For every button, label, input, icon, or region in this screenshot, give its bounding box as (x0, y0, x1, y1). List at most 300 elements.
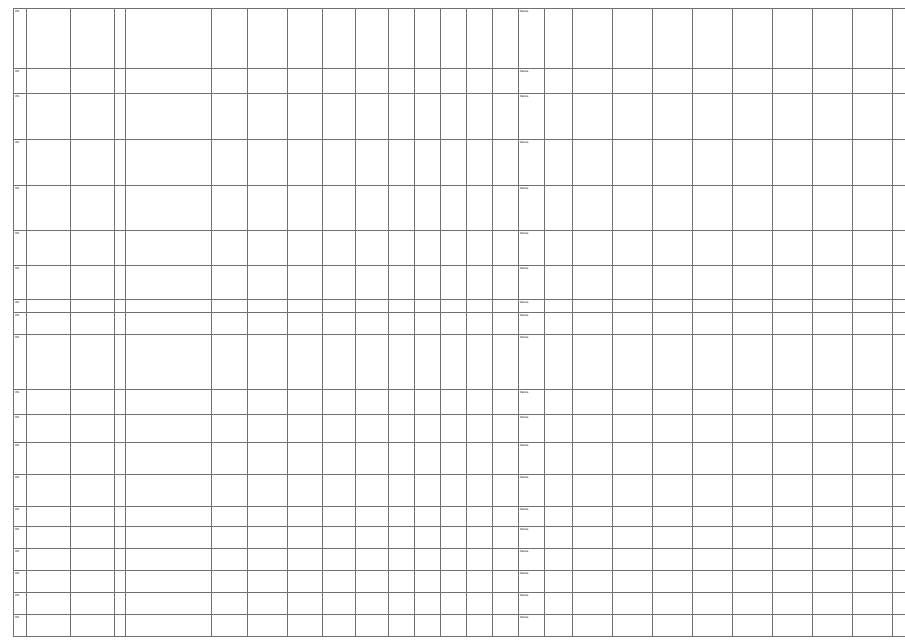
cell-reg (27, 390, 71, 415)
cell-c19 (613, 615, 653, 637)
cell-c6 (212, 69, 248, 94)
cell-code (71, 593, 115, 615)
cell-c12 (415, 186, 441, 231)
cell-c22 (733, 390, 773, 415)
cell-c6 (212, 593, 248, 615)
cell-c19 (613, 527, 653, 549)
cell-c11 (389, 527, 415, 549)
cell-c11 (389, 390, 415, 415)
cell-c16 (519, 9, 545, 69)
cell-name (126, 507, 212, 527)
cell-c6 (212, 335, 248, 390)
cell-text: Rabota (520, 391, 529, 394)
cell-name (126, 335, 212, 390)
cell-c16 (519, 69, 545, 94)
cell-c10 (356, 231, 389, 266)
cell-c20 (653, 475, 693, 507)
cell-no (14, 507, 27, 527)
cell-c23 (773, 313, 813, 335)
cell-c16 (519, 94, 545, 140)
cell-c24 (813, 390, 853, 415)
cell-code (71, 231, 115, 266)
cell-c19 (613, 443, 653, 475)
cell-c15 (493, 415, 519, 443)
cell-c21 (693, 549, 733, 571)
cell-reg (27, 300, 71, 313)
cell-c21 (693, 313, 733, 335)
cell-c13 (441, 94, 467, 140)
cell-text: 361 (15, 550, 20, 553)
cell-c25 (853, 186, 893, 231)
cell-org (545, 549, 573, 571)
cell-code (71, 266, 115, 300)
cell-c11 (389, 300, 415, 313)
cell-c13 (441, 549, 467, 571)
cell-text: Rabota (520, 594, 529, 597)
cell-c13 (441, 527, 467, 549)
cell-c22 (733, 313, 773, 335)
cell-org (545, 390, 573, 415)
cell-c18 (573, 390, 613, 415)
cell-c22 (733, 443, 773, 475)
cell-c20 (653, 593, 693, 615)
cell-org (545, 300, 573, 313)
cell-c23 (773, 231, 813, 266)
cell-c8 (288, 186, 323, 231)
cell-name (126, 475, 212, 507)
cell-org (545, 231, 573, 266)
cell-c16 (519, 335, 545, 390)
table-row (14, 475, 905, 507)
cell-c25 (853, 231, 893, 266)
cell-c12 (415, 475, 441, 507)
cell-c14 (467, 571, 493, 593)
cell-c18 (573, 69, 613, 94)
cell-c19 (613, 231, 653, 266)
cell-c18 (573, 571, 613, 593)
cell-c20 (653, 335, 693, 390)
cell-c23 (773, 549, 813, 571)
cell-c26 (893, 475, 905, 507)
cell-c18 (573, 527, 613, 549)
cell-c20 (653, 313, 693, 335)
cell-c11 (389, 443, 415, 475)
cell-c19 (613, 507, 653, 527)
cell-c13 (441, 593, 467, 615)
cell-c15 (493, 69, 519, 94)
cell-c14 (467, 443, 493, 475)
table-row (14, 571, 905, 593)
register-document (13, 8, 893, 637)
cell-c7 (248, 507, 288, 527)
cell-c19 (613, 415, 653, 443)
cell-c26 (893, 615, 905, 637)
cell-c18 (573, 94, 613, 140)
cell-c9 (323, 9, 356, 69)
cell-c9 (323, 527, 356, 549)
cell-text: 361 (15, 444, 20, 447)
cell-c15 (493, 231, 519, 266)
cell-c21 (693, 527, 733, 549)
cell-c9 (323, 69, 356, 94)
cell-org (545, 313, 573, 335)
cell-c18 (573, 475, 613, 507)
cell-c9 (323, 571, 356, 593)
cell-org (545, 69, 573, 94)
cell-c25 (853, 140, 893, 186)
cell-c19 (613, 335, 653, 390)
cell-no (14, 571, 27, 593)
cell-reg (27, 415, 71, 443)
cell-c26 (893, 549, 905, 571)
cell-c16 (519, 313, 545, 335)
cell-c20 (653, 69, 693, 94)
cell-no (14, 313, 27, 335)
cell-c19 (613, 313, 653, 335)
cell-c13 (441, 140, 467, 186)
cell-c25 (853, 300, 893, 313)
cell-c15 (493, 390, 519, 415)
cell-c18 (573, 186, 613, 231)
cell-org (545, 507, 573, 527)
cell-c7 (248, 571, 288, 593)
cell-c15 (493, 300, 519, 313)
cell-c4 (115, 443, 126, 475)
cell-c10 (356, 571, 389, 593)
cell-text: Rabota (520, 476, 529, 479)
cell-c26 (893, 300, 905, 313)
cell-c19 (613, 475, 653, 507)
table-row (14, 300, 905, 313)
cell-c23 (773, 475, 813, 507)
cell-c11 (389, 231, 415, 266)
cell-c13 (441, 186, 467, 231)
cell-reg (27, 313, 71, 335)
cell-c19 (613, 94, 653, 140)
cell-c12 (415, 335, 441, 390)
cell-text: Rabota (520, 314, 529, 317)
cell-c13 (441, 615, 467, 637)
cell-no (14, 300, 27, 313)
cell-c19 (613, 390, 653, 415)
cell-text: 361 (15, 187, 20, 190)
cell-c6 (212, 313, 248, 335)
cell-text: Rabota (520, 528, 529, 531)
table-row (14, 593, 905, 615)
cell-c20 (653, 415, 693, 443)
cell-c19 (613, 549, 653, 571)
cell-name (126, 527, 212, 549)
cell-c7 (248, 69, 288, 94)
cell-c7 (248, 313, 288, 335)
cell-c22 (733, 69, 773, 94)
cell-c16 (519, 475, 545, 507)
cell-c20 (653, 507, 693, 527)
cell-c21 (693, 571, 733, 593)
cell-c24 (813, 186, 853, 231)
cell-reg (27, 527, 71, 549)
cell-c10 (356, 615, 389, 637)
cell-no (14, 231, 27, 266)
cell-c25 (853, 475, 893, 507)
cell-c13 (441, 335, 467, 390)
cell-c20 (653, 140, 693, 186)
cell-c26 (893, 140, 905, 186)
cell-c7 (248, 593, 288, 615)
cell-c21 (693, 9, 733, 69)
cell-c21 (693, 415, 733, 443)
cell-reg (27, 69, 71, 94)
cell-c4 (115, 507, 126, 527)
cell-c19 (613, 300, 653, 313)
cell-org (545, 475, 573, 507)
cell-c10 (356, 443, 389, 475)
cell-c4 (115, 9, 126, 69)
cell-c12 (415, 313, 441, 335)
cell-c18 (573, 9, 613, 69)
cell-text: 361 (15, 70, 20, 73)
cell-c12 (415, 140, 441, 186)
cell-text: 361 (15, 10, 20, 13)
cell-c4 (115, 615, 126, 637)
cell-c10 (356, 593, 389, 615)
cell-c4 (115, 140, 126, 186)
cell-c25 (853, 9, 893, 69)
cell-c22 (733, 549, 773, 571)
cell-c19 (613, 9, 653, 69)
cell-text: Rabota (520, 267, 529, 270)
cell-c10 (356, 415, 389, 443)
cell-text: 361 (15, 476, 20, 479)
cell-c14 (467, 266, 493, 300)
cell-c14 (467, 300, 493, 313)
cell-c11 (389, 313, 415, 335)
cell-c24 (813, 593, 853, 615)
cell-code (71, 443, 115, 475)
cell-c18 (573, 549, 613, 571)
cell-c6 (212, 140, 248, 186)
cell-c24 (813, 415, 853, 443)
cell-c6 (212, 615, 248, 637)
cell-name (126, 443, 212, 475)
cell-c12 (415, 94, 441, 140)
cell-c25 (853, 313, 893, 335)
cell-c15 (493, 549, 519, 571)
cell-c9 (323, 266, 356, 300)
cell-c26 (893, 335, 905, 390)
cell-c24 (813, 94, 853, 140)
cell-c23 (773, 615, 813, 637)
cell-c22 (733, 186, 773, 231)
cell-c4 (115, 69, 126, 94)
cell-c12 (415, 615, 441, 637)
cell-code (71, 69, 115, 94)
cell-name (126, 615, 212, 637)
cell-c21 (693, 266, 733, 300)
cell-c11 (389, 69, 415, 94)
cell-c19 (613, 266, 653, 300)
cell-text: 361 (15, 267, 20, 270)
cell-c11 (389, 140, 415, 186)
cell-c16 (519, 266, 545, 300)
cell-c10 (356, 186, 389, 231)
cell-c8 (288, 231, 323, 266)
cell-org (545, 571, 573, 593)
cell-reg (27, 335, 71, 390)
cell-c6 (212, 527, 248, 549)
cell-reg (27, 140, 71, 186)
cell-c16 (519, 593, 545, 615)
cell-c23 (773, 300, 813, 313)
cell-no (14, 475, 27, 507)
cell-c7 (248, 390, 288, 415)
cell-org (545, 593, 573, 615)
cell-c12 (415, 507, 441, 527)
cell-c13 (441, 443, 467, 475)
cell-c4 (115, 571, 126, 593)
cell-c21 (693, 300, 733, 313)
cell-c24 (813, 300, 853, 313)
cell-code (71, 390, 115, 415)
cell-org (545, 9, 573, 69)
cell-name (126, 186, 212, 231)
cell-c4 (115, 231, 126, 266)
cell-text: 361 (15, 301, 20, 304)
cell-c11 (389, 593, 415, 615)
cell-reg (27, 507, 71, 527)
cell-c14 (467, 9, 493, 69)
cell-text: Rabota (520, 10, 529, 13)
cell-c10 (356, 549, 389, 571)
cell-c26 (893, 69, 905, 94)
cell-text: 361 (15, 141, 20, 144)
cell-c26 (893, 231, 905, 266)
cell-c19 (613, 186, 653, 231)
cell-c23 (773, 571, 813, 593)
cell-c22 (733, 475, 773, 507)
cell-c15 (493, 335, 519, 390)
cell-c21 (693, 335, 733, 390)
cell-c8 (288, 140, 323, 186)
cell-text: 361 (15, 572, 20, 575)
cell-c25 (853, 266, 893, 300)
cell-c20 (653, 231, 693, 266)
cell-c8 (288, 335, 323, 390)
cell-c25 (853, 549, 893, 571)
cell-c10 (356, 69, 389, 94)
cell-c23 (773, 593, 813, 615)
cell-c21 (693, 593, 733, 615)
cell-c18 (573, 231, 613, 266)
cell-c8 (288, 549, 323, 571)
cell-c24 (813, 69, 853, 94)
cell-c9 (323, 186, 356, 231)
cell-c15 (493, 266, 519, 300)
cell-c11 (389, 615, 415, 637)
cell-code (71, 507, 115, 527)
cell-c11 (389, 507, 415, 527)
cell-c6 (212, 266, 248, 300)
cell-code (71, 549, 115, 571)
cell-c11 (389, 549, 415, 571)
cell-c21 (693, 186, 733, 231)
cell-c4 (115, 415, 126, 443)
cell-c7 (248, 415, 288, 443)
cell-code (71, 475, 115, 507)
cell-c8 (288, 507, 323, 527)
cell-c13 (441, 266, 467, 300)
cell-c22 (733, 140, 773, 186)
cell-no (14, 140, 27, 186)
cell-c16 (519, 615, 545, 637)
cell-c15 (493, 593, 519, 615)
cell-c8 (288, 94, 323, 140)
cell-c11 (389, 186, 415, 231)
cell-c23 (773, 186, 813, 231)
cell-c11 (389, 415, 415, 443)
cell-text: 361 (15, 508, 20, 511)
cell-c15 (493, 313, 519, 335)
cell-c4 (115, 593, 126, 615)
cell-name (126, 140, 212, 186)
cell-c24 (813, 140, 853, 186)
cell-c20 (653, 527, 693, 549)
cell-c21 (693, 615, 733, 637)
cell-no (14, 415, 27, 443)
cell-c23 (773, 94, 813, 140)
cell-c8 (288, 69, 323, 94)
cell-c25 (853, 615, 893, 637)
cell-c24 (813, 231, 853, 266)
cell-c7 (248, 186, 288, 231)
cell-c9 (323, 94, 356, 140)
cell-c12 (415, 415, 441, 443)
cell-c9 (323, 140, 356, 186)
cell-name (126, 266, 212, 300)
cell-c25 (853, 443, 893, 475)
cell-c14 (467, 140, 493, 186)
cell-c12 (415, 69, 441, 94)
cell-c9 (323, 313, 356, 335)
cell-c21 (693, 475, 733, 507)
cell-c10 (356, 94, 389, 140)
cell-c10 (356, 507, 389, 527)
cell-c15 (493, 94, 519, 140)
cell-c4 (115, 475, 126, 507)
cell-c13 (441, 69, 467, 94)
cell-text: Rabota (520, 301, 529, 304)
cell-c13 (441, 390, 467, 415)
cell-c13 (441, 231, 467, 266)
cell-reg (27, 443, 71, 475)
cell-c7 (248, 231, 288, 266)
cell-c9 (323, 593, 356, 615)
cell-c20 (653, 9, 693, 69)
cell-c22 (733, 507, 773, 527)
table-row (14, 186, 905, 231)
cell-c9 (323, 390, 356, 415)
cell-c15 (493, 615, 519, 637)
cell-no (14, 266, 27, 300)
cell-org (545, 415, 573, 443)
cell-c14 (467, 527, 493, 549)
cell-c12 (415, 390, 441, 415)
cell-c16 (519, 571, 545, 593)
cell-text: Rabota (520, 616, 529, 619)
cell-text: Rabota (520, 187, 529, 190)
cell-reg (27, 475, 71, 507)
cell-name (126, 69, 212, 94)
